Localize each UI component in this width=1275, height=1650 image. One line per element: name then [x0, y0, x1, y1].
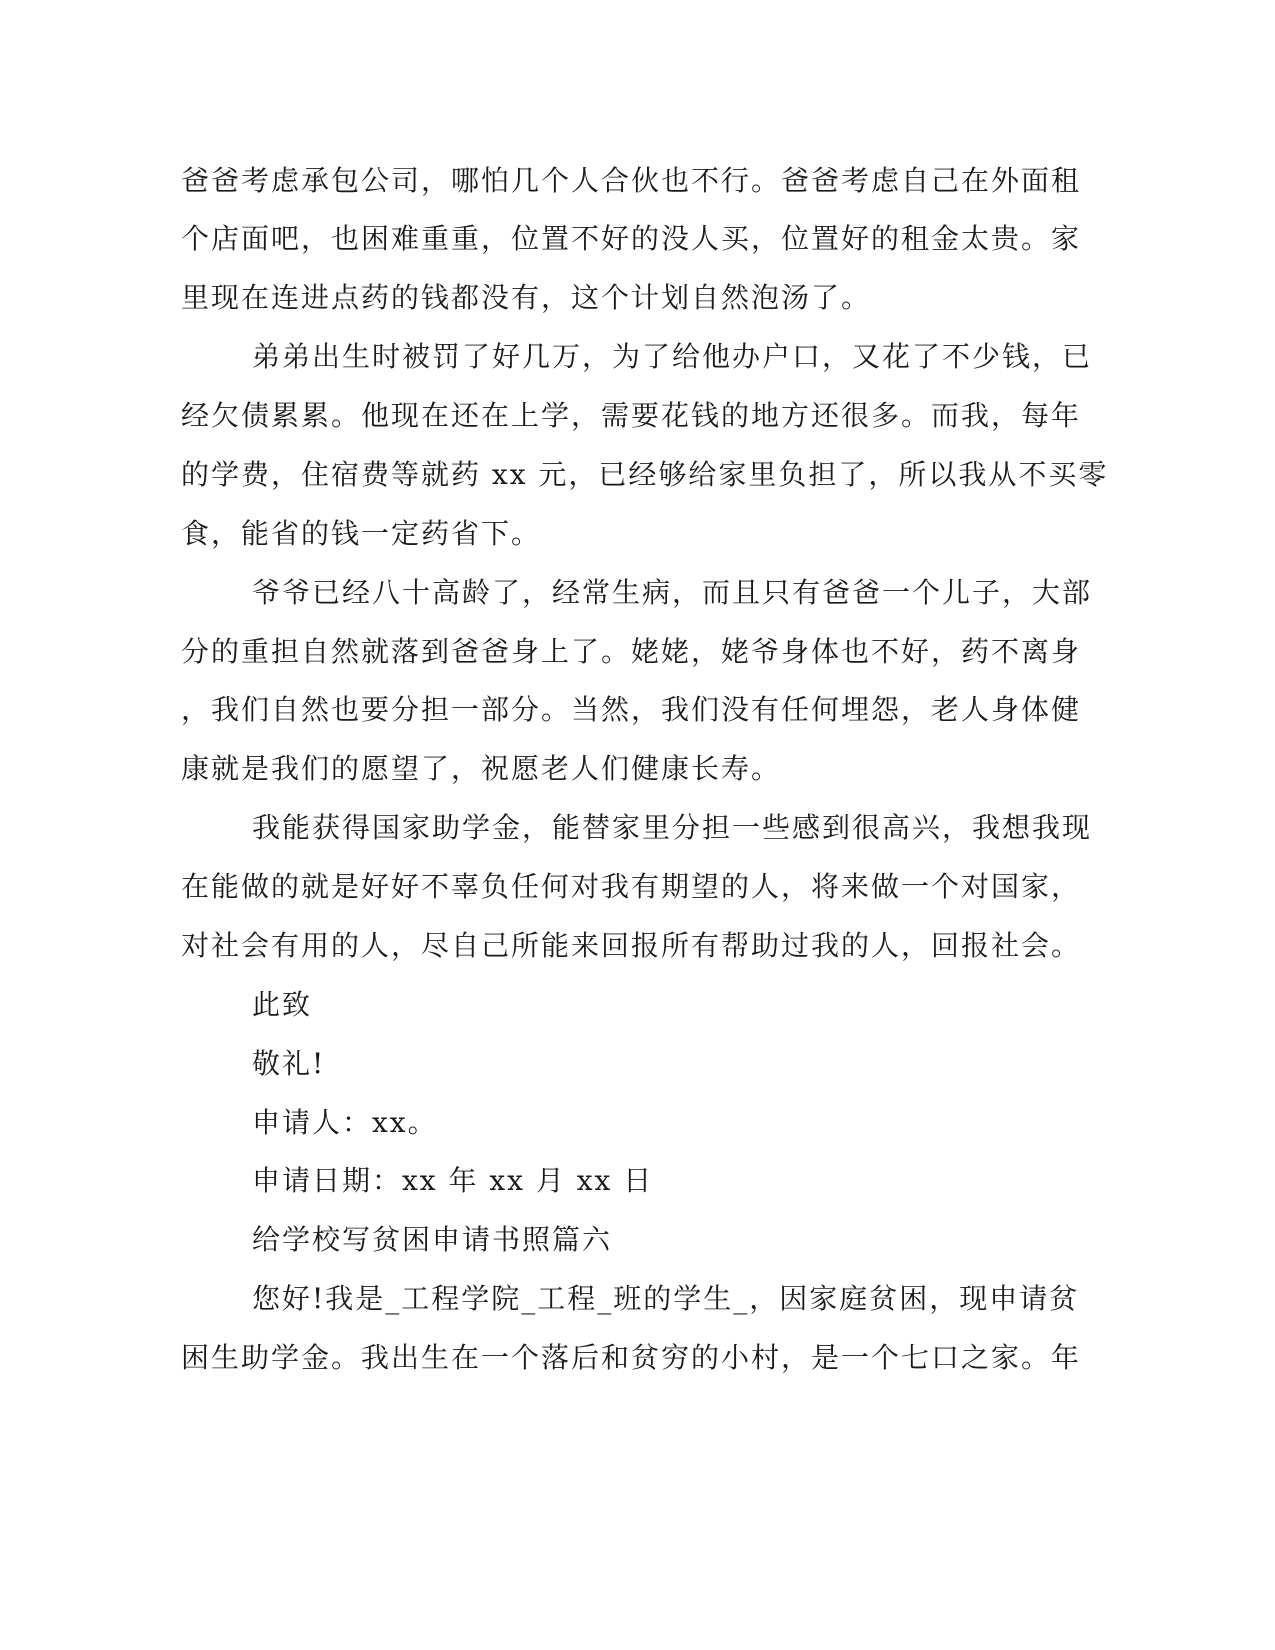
application-date: 申请日期：xx 年 xx 月 xx 日: [252, 1164, 654, 1197]
paragraph-first-line: 我能获得国家助学金，能替家里分担一些感到很高兴，我想我现: [252, 811, 1093, 844]
section-heading: 给学校写贫困申请书照篇六: [252, 1223, 613, 1256]
text-line: 食，能省的钱一定药省下。: [181, 517, 542, 550]
closing-respect: 敬礼!: [252, 1047, 326, 1080]
paragraph-first-line: 弟弟出生时被罚了好几万，为了给他办户口，又花了不少钱，已: [252, 340, 1093, 373]
text-line: 的学费，住宿费等就药 xx 元，已经够给家里负担了，所以我从不买零: [181, 458, 1109, 491]
text-line: 分的重担自然就落到爸爸身上了。姥姥，姥爷身体也不好，药不离身: [181, 635, 1082, 668]
text-line: 经欠债累累。他现在还在上学，需要花钱的地方还很多。而我，每年: [181, 399, 1082, 432]
text-line: 对社会有用的人，尽自己所能来回报所有帮助过我的人，回报社会。: [181, 929, 1082, 962]
text-line: ，我们自然也要分担一部分。当然，我们没有任何埋怨，老人身体健: [181, 693, 1082, 726]
text-line: 个店面吧，也困难重重，位置不好的没人买，位置好的租金太贵。家: [181, 222, 1082, 255]
closing-salutation: 此致: [252, 988, 313, 1021]
text-line: 困生助学金。我出生在一个落后和贫穷的小村，是一个七口之家。年: [181, 1341, 1082, 1374]
paragraph-first-line: 爷爷已经八十高龄了，经常生病，而且只有爸爸一个儿子，大部: [252, 576, 1093, 609]
applicant-name: 申请人：xx。: [252, 1106, 438, 1139]
text-line: 在能做的就是好好不辜负任何对我有期望的人，将来做一个对国家，: [181, 870, 1082, 903]
paragraph-first-line: 您好!我是_工程学院_工程_班的学生_，因家庭贫困，现申请贫: [252, 1282, 1080, 1315]
text-line: 里现在连进点药的钱都没有，这个计划自然泡汤了。: [181, 281, 872, 314]
text-line: 爸爸考虑承包公司，哪怕几个人合伙也不行。爸爸考虑自己在外面租: [181, 164, 1082, 197]
text-line: 康就是我们的愿望了，祝愿老人们健康长寿。: [181, 752, 782, 785]
